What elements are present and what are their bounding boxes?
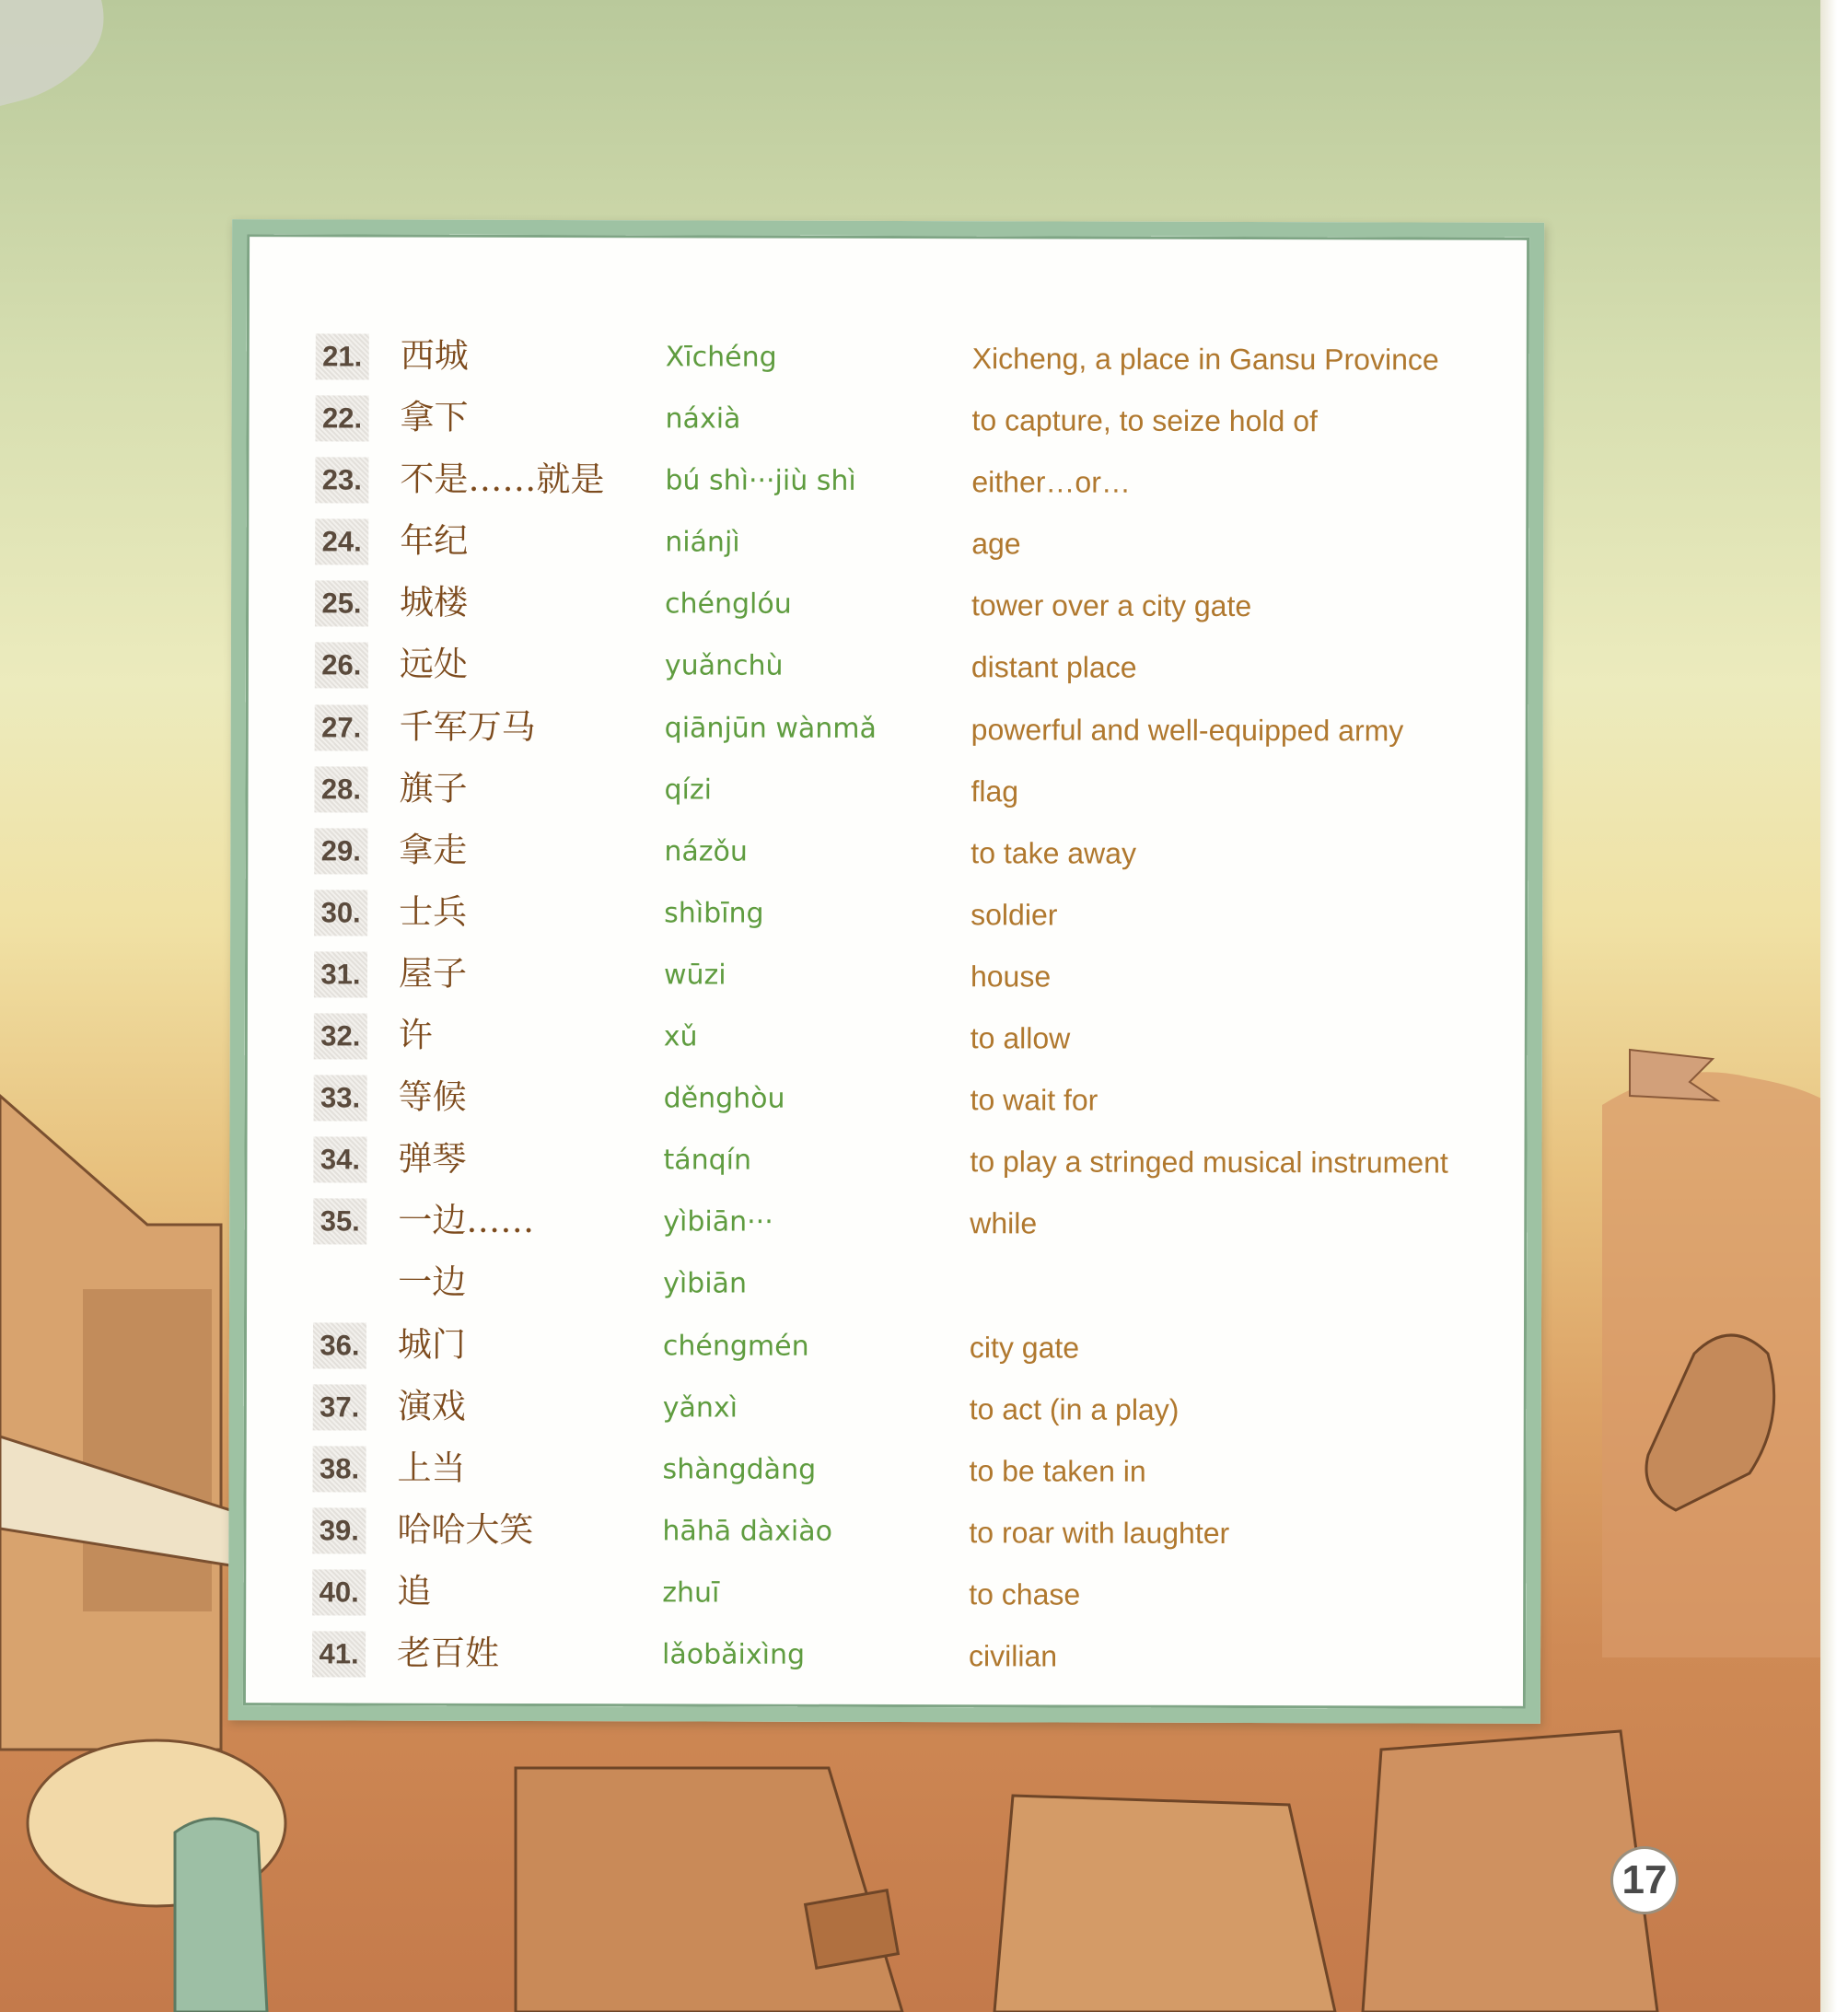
english-gloss: distant place (970, 650, 1137, 685)
entry-number: 32. (314, 1013, 367, 1059)
chinese-term: 演戏 (397, 1386, 466, 1426)
building-shape (1363, 1731, 1657, 2012)
vocab-row (314, 1006, 1529, 1071)
english-gloss: to play a stringed musical instrument (970, 1145, 1448, 1180)
pinyin: qiānjūn wànmǎ (664, 711, 877, 745)
entry-number: 21. (316, 333, 369, 379)
chinese-term: 一边…… (398, 1200, 535, 1241)
chinese-term: 上当 (397, 1448, 466, 1488)
pinyin: hāhā dàxiào (662, 1515, 833, 1548)
vocabulary-card (228, 219, 1544, 1724)
english-gloss: age (971, 527, 1021, 561)
english-gloss: city gate (969, 1330, 1080, 1365)
english-gloss: civilian (969, 1639, 1058, 1673)
chinese-term: 老百姓 (397, 1633, 500, 1673)
chinese-term: 等候 (398, 1076, 467, 1117)
page-edge (1820, 0, 1848, 2012)
urn-shape (175, 1819, 267, 2012)
vocab-row (315, 388, 1530, 453)
pinyin: yìbiān··· (663, 1205, 773, 1239)
pinyin: lǎobǎixìng (662, 1638, 806, 1671)
english-gloss: flag (970, 773, 1019, 808)
entry-number: 26. (315, 643, 368, 689)
building-shape (516, 1768, 902, 2012)
pinyin: názǒu (664, 835, 748, 868)
pinyin: zhuī (662, 1576, 720, 1610)
entry-number: 36. (313, 1322, 366, 1368)
english-gloss: tower over a city gate (970, 588, 1252, 623)
entry-number: 40. (312, 1569, 366, 1615)
vocab-row (316, 326, 1531, 391)
pinyin: shàngdàng (662, 1453, 817, 1486)
chinese-term: 许 (398, 1015, 433, 1055)
window-shape (806, 1890, 899, 1969)
chinese-term: 旗子 (399, 768, 468, 808)
vocab-row (314, 759, 1529, 824)
entry-number: 35. (313, 1199, 366, 1245)
vocab-row (312, 1500, 1528, 1565)
pinyin: děnghòu (663, 1082, 785, 1115)
vocab-row (314, 820, 1529, 886)
english-gloss: either…or… (971, 465, 1131, 499)
pinyin: niánjì (665, 526, 740, 559)
english-gloss: to chase (969, 1577, 1081, 1611)
english-gloss: powerful and well-equipped army (970, 712, 1404, 748)
chinese-term: 年纪 (400, 520, 469, 562)
vocab-row (312, 1562, 1528, 1627)
chinese-term: 屋子 (398, 953, 468, 994)
page-number: 17 (1613, 1849, 1676, 1912)
entry-number: 34. (313, 1137, 366, 1183)
entry-number: 22. (316, 395, 369, 441)
pinyin: bú shì···jiù shì (665, 464, 856, 498)
english-gloss: while (970, 1206, 1038, 1240)
pinyin: qízi (664, 773, 713, 807)
chinese-term: 不是……就是 (400, 459, 605, 500)
pinyin: chéngmén (662, 1329, 809, 1363)
entry-number: 41. (312, 1631, 366, 1677)
entry-number: 24. (315, 519, 368, 565)
entry-number: 25. (315, 581, 368, 627)
pinyin: shìbīng (664, 897, 764, 930)
english-gloss: to be taken in (969, 1453, 1146, 1488)
entry-number: 23. (315, 458, 368, 504)
pinyin: wūzi (663, 959, 726, 992)
chinese-term: 千军万马 (399, 706, 536, 747)
chinese-term: 一边 (398, 1262, 467, 1303)
english-gloss: soldier (970, 898, 1058, 932)
cloud-shape (0, 0, 104, 106)
english-gloss: to wait for (970, 1083, 1098, 1117)
english-gloss: to roar with laughter (969, 1516, 1230, 1550)
vocab-row (313, 1130, 1528, 1195)
english-gloss: to act (in a play) (969, 1391, 1180, 1426)
vocab-row (312, 1438, 1528, 1504)
vocab-row (314, 944, 1529, 1009)
chinese-term: 城门 (397, 1324, 466, 1365)
entry-number: 37. (313, 1384, 366, 1430)
pinyin: Xīchéng (665, 341, 777, 374)
vocab-row (315, 574, 1530, 639)
vocab-row (313, 1315, 1528, 1380)
entry-number: 28. (314, 766, 367, 812)
vocab-row (313, 1192, 1528, 1257)
vocab-row (315, 635, 1530, 701)
chinese-term: 追 (397, 1571, 432, 1611)
vocab-row-continuation (313, 1253, 1528, 1319)
vocab-row (315, 450, 1530, 516)
entry-number: 38. (313, 1446, 366, 1492)
entry-number: 27. (315, 704, 368, 750)
vocab-row (314, 1067, 1529, 1133)
chinese-term: 远处 (399, 645, 468, 685)
vocab-row (312, 1623, 1528, 1689)
chinese-term: 士兵 (399, 891, 468, 932)
vocab-row (315, 512, 1530, 577)
entry-number: 33. (314, 1075, 367, 1121)
vocab-row (315, 697, 1530, 762)
vocabulary-list (312, 326, 1531, 1689)
entry-number: 30. (314, 890, 367, 936)
chinese-term: 西城 (400, 335, 469, 376)
vocab-row (314, 882, 1529, 948)
chinese-term: 弹琴 (398, 1138, 467, 1180)
english-gloss: to allow (970, 1021, 1071, 1055)
pinyin: náxià (665, 402, 741, 436)
english-gloss: to capture, to seize hold of (971, 403, 1318, 438)
english-gloss: house (970, 959, 1052, 994)
chinese-term: 拿下 (400, 397, 469, 437)
chinese-term: 拿走 (399, 830, 468, 870)
pinyin: tánqín (663, 1144, 752, 1177)
pinyin: chénglóu (664, 587, 792, 622)
english-gloss: to take away (970, 835, 1137, 870)
entry-number: 31. (314, 951, 367, 997)
entry-number: 39. (312, 1507, 366, 1553)
chinese-term: 城楼 (399, 582, 469, 623)
building-shape (83, 1289, 212, 1611)
building-shape (994, 1796, 1335, 2012)
vocab-row (313, 1377, 1528, 1442)
english-gloss: Xicheng, a place in Gansu Province (971, 342, 1439, 377)
entry-number (313, 1261, 366, 1307)
entry-number: 29. (314, 828, 367, 874)
pinyin: xǔ (663, 1020, 698, 1053)
pinyin: yuǎnchù (664, 649, 784, 683)
pinyin: yìbiān (663, 1267, 748, 1301)
chinese-term: 哈哈大笑 (397, 1509, 534, 1550)
pinyin: yǎnxì (662, 1390, 738, 1425)
